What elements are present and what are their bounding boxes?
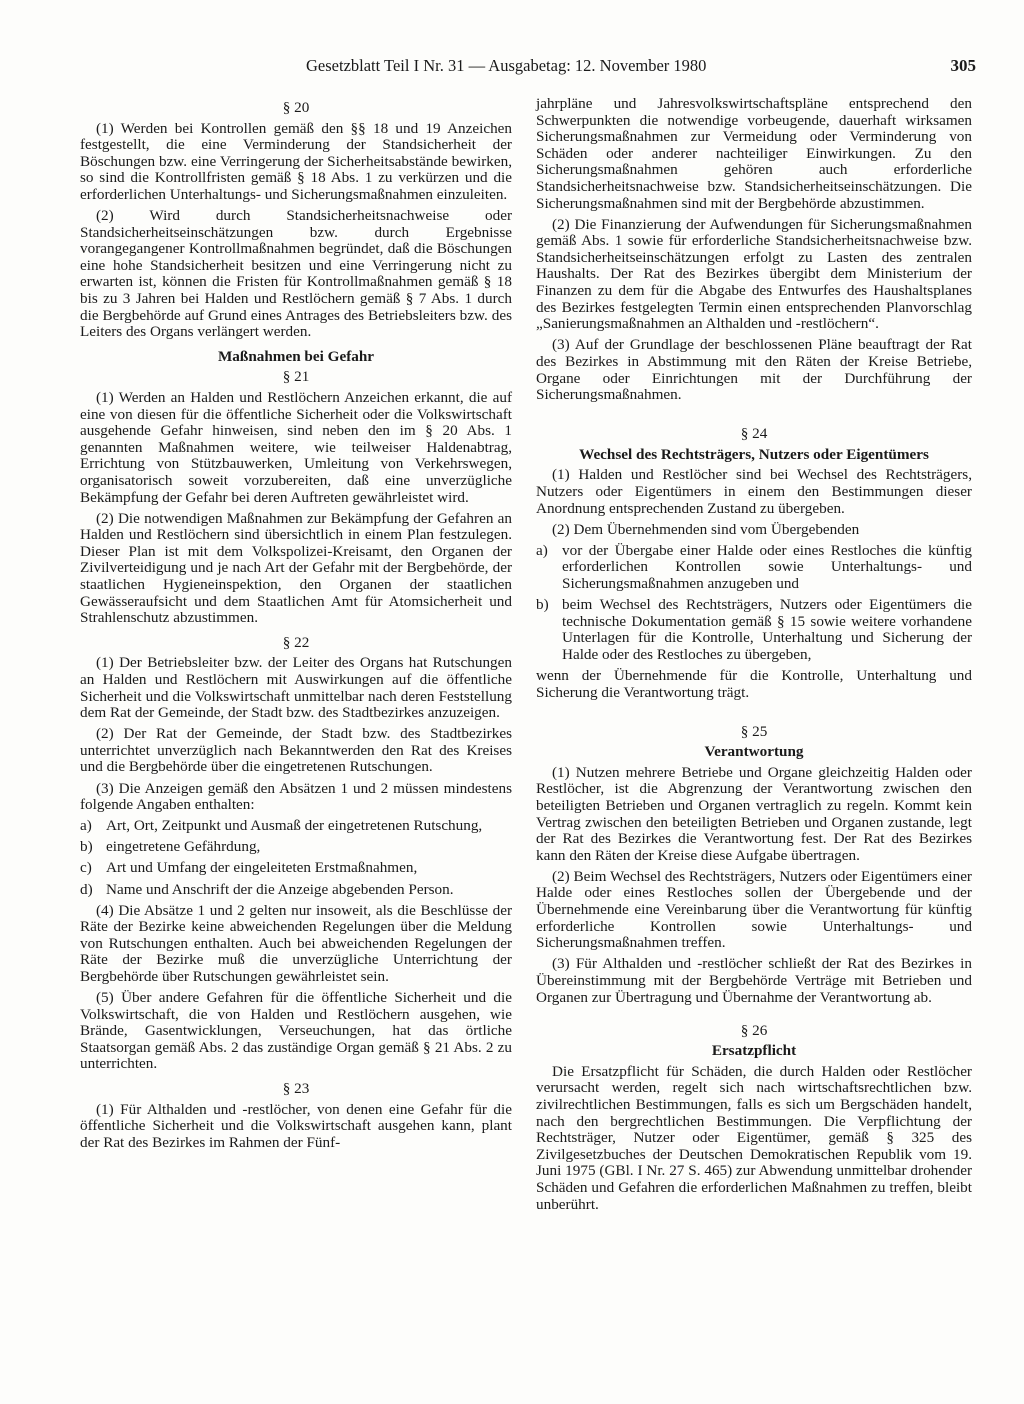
section-25-para-2: (2) Beim Wechsel des Rechtsträgers, Nutzers oder Eigentümers einer Halde oder eines Restloches sollen der Übergebende und der Übernehmende eine Vereinbarung über die Verantwortung für künftig erforderliche Kontrollen sowie Unterhaltungs- und Sicherungsmaßnahmen treffen.: [536, 867, 972, 952]
list-item: [80, 882, 512, 899]
page-number: 305: [950, 56, 976, 75]
page-header: [306, 56, 976, 76]
section-25-para-1: (1) Nutzen mehrere Betriebe und Organe gleichzeitig Halden oder Restlöcher, ist die Abgrenzung der Verantwortung zwischen den beteiligten Betrieben und Organen vertraglich zu regeln. Kommt kein Vertrag zwischen den beteiligten Betrieben und Organen zustande, legt der Rat des Bezirkes die Verantwortung fest. Der Rat des Bezirkes kann den Räten der Kreise diese Aufgabe übertragen.: [536, 763, 972, 864]
section-22-para-2: (2) Der Rat der Gemeinde, der Stadt bzw. des Stadtbezirkes unterrichtet unverzüglich nach Bekanntwerden den Rat des Kreises und die Bergbehörde über die eingetretenen Rutschungen.: [80, 725, 512, 776]
right-column: [536, 96, 972, 1218]
list-label: b): [536, 596, 549, 614]
section-23-continuation: jahrpläne und Jahresvolkswirtschaftspläne entsprechend den Schwerpunkten die notwendige vorbeugende, dauerhaft wirksamen Sicherungsmaßnahmen zur Vermeidung oder Verminderung von Schäden oder anderer nachteiliger Einwirkungen. Zu den Sicherungsmaßnahmen gehören auch erforderliche Standsicherheitsnachweise bzw. Standsicherheitseinschätzungen. Die Sicherungsmaßnahmen sind mit der Bergbehörde abzustimmen.: [536, 95, 972, 212]
section-24-para-1: (1) Halden und Restlöcher sind bei Wechsel des Rechtsträgers, Nutzers oder Eigentümers in einem den Bestimmungen dieser Anordnung entsprechenden Zustand zu übergeben.: [536, 466, 972, 517]
spacer: [536, 1011, 972, 1019]
list-text: vor der Übergabe einer Halde oder eines Restloches die künftig erforderlichen Kontrollen sowie Unterhaltungs- und Sicherungsmaßnahmen anzugeben und: [562, 541, 972, 592]
list-label: c): [80, 859, 92, 877]
list-label: a): [536, 541, 548, 559]
section-23-para-2: (2) Die Finanzierung der Aufwendungen für Sicherungsmaßnahmen gemäß Abs. 1 sowie für erforderliche Standsicherheitsnachweise bzw. Standsicherheitseinschätzungen erfolgt zu Lasten des zentralen Haushalts. Der Rat des Bezirkes übergibt dem Ministerium der Finanzen zu dem für die Abgabe des Entwurfes des Haushaltsplanes des Bezirkes festgelegten Termin einen entsprechenden Planvorschlag „Sanierungsmaßnahmen an Althalden und -restlöchern“.: [536, 215, 972, 333]
list-item: [80, 818, 512, 835]
list-text: beim Wechsel des Rechtsträgers, Nutzers oder Eigentümers die technische Dokumentation gemäß § 15 sowie weitere vorhandene Unterlagen für die Kontrolle, Unterhaltung und Sicherung der Halde oder des Restloches zu übergeben,: [562, 596, 972, 663]
section-24-para-2: (2) Dem Übernehmenden sind vom Übergebenden: [552, 520, 860, 538]
heading-verantwortung: Verantwortung: [704, 743, 804, 761]
list-item: [536, 597, 972, 663]
list-item: [536, 543, 972, 593]
section-24-tail: wenn der Übernehmende für die Kontrolle, Unterhaltung und Sicherung die Verantwortung trägt.: [536, 666, 972, 701]
section-22-title: § 22: [282, 633, 310, 651]
section-23-para-3: (3) Auf der Grundlage der beschlossenen Pläne beauftragt der Rat des Bezirkes in Abstimmung mit den Räten der Kreise Betriebe, Organe oder Einrichtungen mit der Durchführung der Sicherungsmaßnahmen.: [536, 336, 972, 404]
section-26-title: § 26: [740, 1021, 768, 1039]
running-title: Gesetzblatt Teil I Nr. 31 — Ausgabetag: 12. November 1980: [306, 56, 707, 75]
list-label: d): [80, 880, 93, 898]
section-22-para-3: (3) Die Anzeigen gemäß den Absätzen 1 und 2 müssen mindestens folgende Angaben enthalten:: [80, 779, 512, 814]
section-24-title: § 24: [740, 425, 768, 443]
heading-gefahr: Maßnahmen bei Gefahr: [217, 347, 375, 365]
heading-ersatzpflicht: Ersatzpflicht: [711, 1042, 797, 1060]
list-text: eingetretene Gefährdung,: [106, 838, 261, 856]
section-22-para-4: (4) Die Absätze 1 und 2 gelten nur insoweit, als die Beschlüsse der Räte der Bezirke keine abweichenden Regelungen über die Meldung von Rutschungen enthalten. Auch bei abweichenden Regelungen der Räte der Bezirke muß die unverzügliche Unterrichtung der Bergbehörde über Rutschungen gewährleistet sein.: [80, 901, 512, 985]
heading-wechsel: Wechsel des Rechtsträgers, Nutzers oder Eigentümers: [579, 445, 929, 463]
section-21-title: § 21: [282, 368, 310, 386]
list-item: [80, 839, 512, 856]
left-column: [80, 96, 512, 1156]
list-label: b): [80, 838, 93, 856]
spacer: [536, 408, 972, 422]
section-20-title: § 20: [282, 99, 310, 116]
section-20-para-2: (2) Wird durch Standsicherheitsnachweise oder Standsicherheitseinschätzungen bzw. durch Ergebnisse vorangegangener Kontrollmaßnahmen begründet, daß die Böschungen eine hohe Standsicherheit besitzen und eine Verringerung nicht zu erwarten ist, können die Fristen für Kontrollmaßnahmen gemäß § 18 bis zu 3 Jahren bei Halden und Restlöchern gemäß § 7 Abs. 1 durch die Bergbehörde auf Grund eines Antrages des Betriebsleiters bzw. des Leiters des Organs verlängert werden.: [80, 207, 512, 341]
list-text: Name und Anschrift der die Anzeige abgebenden Person.: [106, 880, 454, 898]
section-23-title: § 23: [282, 1080, 310, 1098]
section-26-para-1: Die Ersatzpflicht für Schäden, die durch Halden oder Restlöcher verursacht werden, regelt sich nach wirtschaftsrechtlichen bzw. zivilrechtlichen Bestimmungen, falls es sich um Bergschäden handelt, nach den bergrechtlichen Bestimmungen. Die Verpflichtung der Rechtsträger, Nutzer oder Eigentümer, gemäß § 325 des Zivilgesetzbuches der Deutschen Demokratischen Republik vom 19. Juni 1975 (GBl. I Nr. 27 S. 465) zur Abwendung unmittelbar drohender Schäden und Gefahren die erforderlichen Maßnahmen zu treffen, bleibt unberührt.: [536, 1062, 972, 1213]
section-22-para-1: (1) Der Betriebsleiter bzw. der Leiter des Organs hat Rutschungen an Halden und Restlöchern mit Auswirkungen auf die öffentliche Sicherheit und die Volkswirtschaft unmittelbar nach deren Feststellung dem Rat der Gemeinde, der Stadt bzw. des Stadtbezirkes anzuzeigen.: [80, 654, 512, 722]
list-text: Art und Umfang der eingeleiteten Erstmaßnahmen,: [106, 859, 418, 877]
section-20-para-1: (1) Werden bei Kontrollen gemäß den §§ 18 und 19 Anzeichen festgestellt, die eine Verminderung der Standsicherheit der Böschungen bzw. eine Verringerung der Sicherheitsabstände bewirken, so sind die Kontrollfristen gemäß § 18 Abs. 1 zu verkürzen und die erforderlichen Unterhaltungs- und Sicherungsmaßnahmen einzuleiten.: [80, 119, 512, 203]
section-25-para-3: (3) Für Althalden und -restlöcher schließt der Rat des Bezirkes in Übereinstimmung mit der Bergbehörde Verträge mit Betrieben und Organen zur Übertragung und Übernahme der Verantwortung ab.: [536, 955, 972, 1006]
spacer: [536, 706, 972, 720]
list-label: a): [80, 817, 92, 835]
section-21-para-1: (1) Werden an Halden und Restlöchern Anzeichen erkannt, die auf eine von diesen für die öffentliche Sicherheit oder die Volkswirtschaft ausgehende Gefahr hinweisen, sind neben den im § 20 Abs. 1 genannten Maßnahmen weitere, wie teilweiser Haldenabtrag, Errichtung von Stützbauwerken, Umleitung von Verkehrswegen, organisatorisch soweit vorzubereiten, daß eine unverzügliche Bekämpfung der Gefahr bei deren Auftreten gewährleistet wird.: [80, 389, 512, 506]
section-25-title: § 25: [740, 722, 768, 740]
section-23-para-1: (1) Für Althalden und -restlöcher, von denen eine Gefahr für die öffentliche Sicherheit und die Volkswirtschaft ausgehen kann, plant der Rat des Bezirkes im Rahmen der Fünf-: [80, 1100, 512, 1151]
list-item: [80, 860, 512, 877]
section-21-para-2: (2) Die notwendigen Maßnahmen zur Bekämpfung der Gefahren an Halden und Restlöchern sind übersichtlich in einem Plan festzulegen. Dieser Plan ist mit dem Volkspolizei-Kreisamt, den Organen der Zivilverteidigung und je nach Art der Gefahr mit der Bergbehörde, der staatlichen Hygieneinspektion, den Organen der staatlichen Gewässeraufsicht und dem Staatlichen Amt für Atomsicherheit und Strahlenschutz abzustimmen.: [80, 509, 512, 627]
section-22-para-5: (5) Über andere Gefahren für die öffentliche Sicherheit und die Volkswirtschaft, die von Halden und Restlöchern ausgehen, wie Brände, Gasentwicklungen, Verseuchungen, hat das örtliche Staatsorgan gemäß Abs. 2 das zuständige Organ gemäß § 21 Abs. 2 zu unterrichten.: [80, 989, 512, 1073]
list-text: Art, Ort, Zeitpunkt und Ausmaß der eingetretenen Rutschung,: [106, 817, 483, 835]
